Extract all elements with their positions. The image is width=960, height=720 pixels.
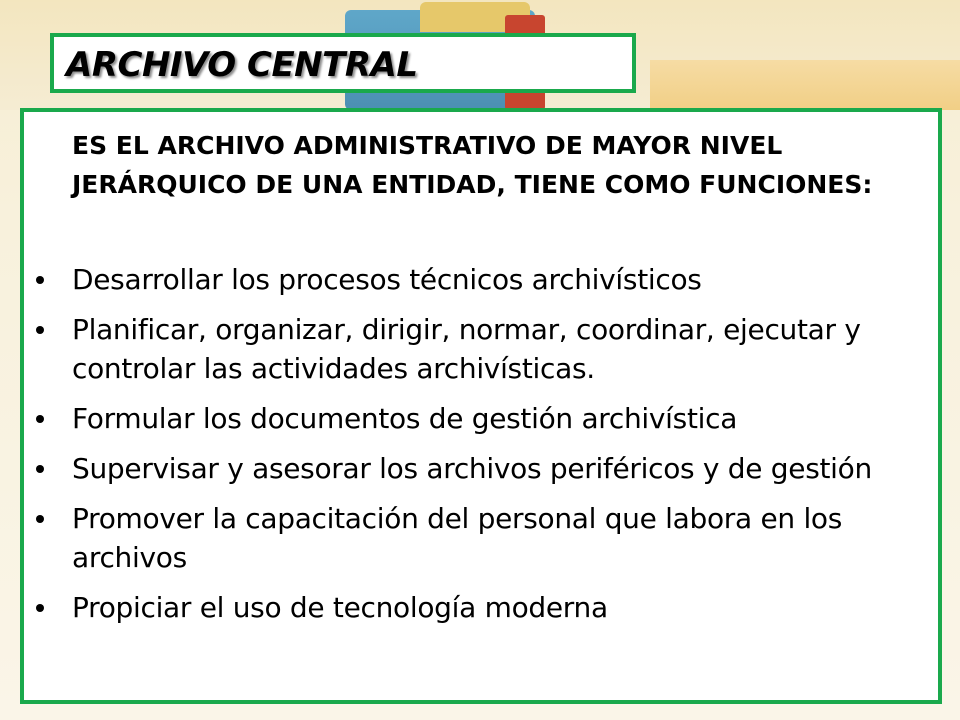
bullet-text: Planificar, organizar, dirigir, normar, coordinar, ejecutar y controlar las actividades archivísticas. xyxy=(72,313,861,385)
bullet-text: Promover la capacitación del personal que labora en los archivos xyxy=(72,502,843,574)
bullet-item xyxy=(24,449,902,488)
bullet-text: Desarrollar los procesos técnicos archivísticos xyxy=(72,263,702,296)
bullet-text: Formular los documentos de gestión archivística xyxy=(72,402,738,435)
intro-text: ES EL ARCHIVO ADMINISTRATIVO DE MAYOR NIVEL JERÁRQUICO DE UNA ENTIDAD, TIENE COMO FUNCIONES: xyxy=(72,131,873,199)
background-band-right xyxy=(650,60,960,110)
bullet-dot-icon xyxy=(36,276,44,284)
bullet-dot-icon xyxy=(36,465,44,473)
content-box xyxy=(20,108,942,704)
bullet-item xyxy=(24,260,902,299)
title-box xyxy=(50,33,636,93)
bullet-item xyxy=(24,588,902,627)
bullet-item xyxy=(24,310,902,388)
bullet-dot-icon xyxy=(36,415,44,423)
bullet-dot-icon xyxy=(36,604,44,612)
bullet-list xyxy=(24,260,942,638)
bullet-dot-icon xyxy=(36,515,44,523)
bullet-item xyxy=(24,499,902,577)
bullet-dot-icon xyxy=(36,326,44,334)
slide-title: ARCHIVO CENTRAL xyxy=(66,45,418,85)
bullet-item xyxy=(24,399,902,438)
bullet-text: Supervisar y asesorar los archivos periféricos y de gestión xyxy=(72,452,872,485)
bullet-text: Propiciar el uso de tecnología moderna xyxy=(72,591,608,624)
